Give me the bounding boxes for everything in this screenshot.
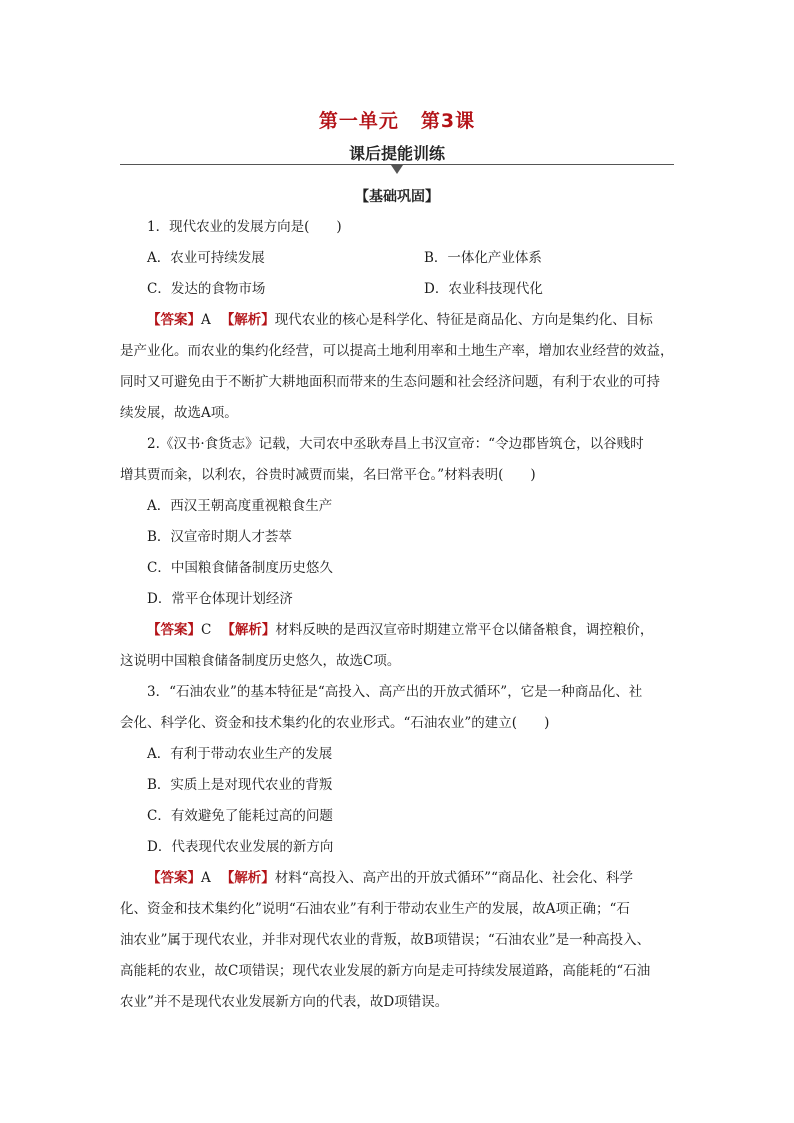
question-2-stem-2: 增其贾而籴，以利农，谷贵时减贾而粜，名曰常平仓。”材料表明( ) [120, 467, 536, 483]
question-2-stem-1: 2.《汉书·食货志》记载，大司农中丞耿寿昌上书汉宣帝：“令边郡皆筑仓，以谷贱时 [147, 436, 644, 452]
question-3-explanation-5: 农业”并不是现代农业发展新方向的代表，故D项错误。 [120, 994, 449, 1010]
answer-tag: 【答案】 [147, 312, 201, 328]
question-3-explanation-4: 高能耗的农业，故C项错误；现代农业发展的新方向是走可持续发展道路，高能耗的“石油 [120, 963, 651, 979]
question-1-option-a: A．农业可持续发展 [147, 250, 265, 266]
question-1-option-c: C．发达的食物市场 [147, 281, 266, 297]
question-1-explanation-1: 现代农业的核心是科学化、特征是商品化、方向是集约化、目标 [274, 312, 653, 328]
page-title [0, 106, 794, 133]
question-1-explanation-2: 是产业化。而农业的集约化经营，可以提高土地利用率和土地生产率，增加农业经营的效益， [120, 343, 674, 359]
question-1-explanation-3: 同时又可避免由于不断扩大耕地面积而带来的生态问题和社会经济问题，有利于农业的可持 [120, 374, 660, 390]
question-3-explanation-1: 材料“高投入、高产出的开放式循环”“商品化、社会化、科学 [274, 870, 633, 886]
question-1-options-row-2 [120, 274, 675, 305]
question-3-stem-2: 会化、科学化、资金和技术集约化的农业形式。“石油农业”的建立( ) [120, 715, 550, 731]
question-2-explanation-1: 材料反映的是西汉宣帝时期建立常平仓以储备粮食，调控粮价， [275, 622, 654, 638]
question-1-option-b: B．一体化产业体系 [424, 250, 542, 266]
explanation-tag: 【解析】 [221, 622, 276, 638]
question-list [120, 212, 675, 1018]
question-3-explanation-2: 化、资金和技术集约化”说明“石油农业”有利于带动农业生产的发展，故A项正确；“石 [120, 901, 630, 917]
question-3-option-d: D．代表现代农业发展的新方向 [147, 839, 334, 855]
question-2-option-a: A．西汉王朝高度重视粮食生产 [147, 498, 333, 514]
question-2-option-d: D．常平仓体现计划经济 [147, 591, 293, 607]
question-3-answer: A [201, 870, 211, 886]
question-2-answer: C [201, 622, 212, 638]
question-1-option-d: D．农业科技现代化 [424, 281, 543, 297]
unit-label: 第一单元 [318, 110, 399, 132]
question-2-option-b: B．汉宣帝时期人才荟萃 [147, 529, 292, 545]
answer-tag: 【答案】 [147, 622, 201, 638]
question-2-explanation-2: 这说明中国粮食储备制度历史悠久，故选C项。 [120, 653, 401, 669]
question-1-answer-line [120, 305, 675, 336]
question-2-answer-line [120, 615, 675, 646]
question-3-option-c: C．有效避免了能耗过高的问题 [147, 808, 333, 824]
question-1-options-row-1 [120, 243, 675, 274]
divider-arrow-icon [391, 165, 403, 174]
question-3-option-b: B．实质上是对现代农业的背叛 [147, 777, 333, 793]
page-subtitle: 课后提能训练 [348, 144, 445, 163]
question-1-stem: 1．现代农业的发展方向是( ) [147, 219, 342, 235]
lesson-label: 第3课 [420, 110, 476, 132]
question-3-explanation-3: 油农业”属于现代农业，并非对现代农业的背叛，故B项错误；“石油农业”是一种高投入、 [120, 932, 651, 948]
question-2-option-c: C．中国粮食储备制度历史悠久 [147, 560, 333, 576]
answer-tag: 【答案】 [147, 870, 201, 886]
explanation-tag: 【解析】 [220, 312, 275, 328]
question-3-answer-line [120, 863, 675, 894]
question-1-answer: A [201, 312, 211, 328]
explanation-tag: 【解析】 [220, 870, 275, 886]
question-3-option-a: A．有利于带动农业生产的发展 [147, 746, 333, 762]
question-3-stem-1: 3．“石油农业”的基本特征是“高投入、高产出的开放式循环”，它是一种商品化、社 [147, 684, 643, 700]
section-heading: 【基础巩固】 [355, 189, 439, 205]
question-1-explanation-4: 续发展，故选A项。 [120, 405, 238, 421]
